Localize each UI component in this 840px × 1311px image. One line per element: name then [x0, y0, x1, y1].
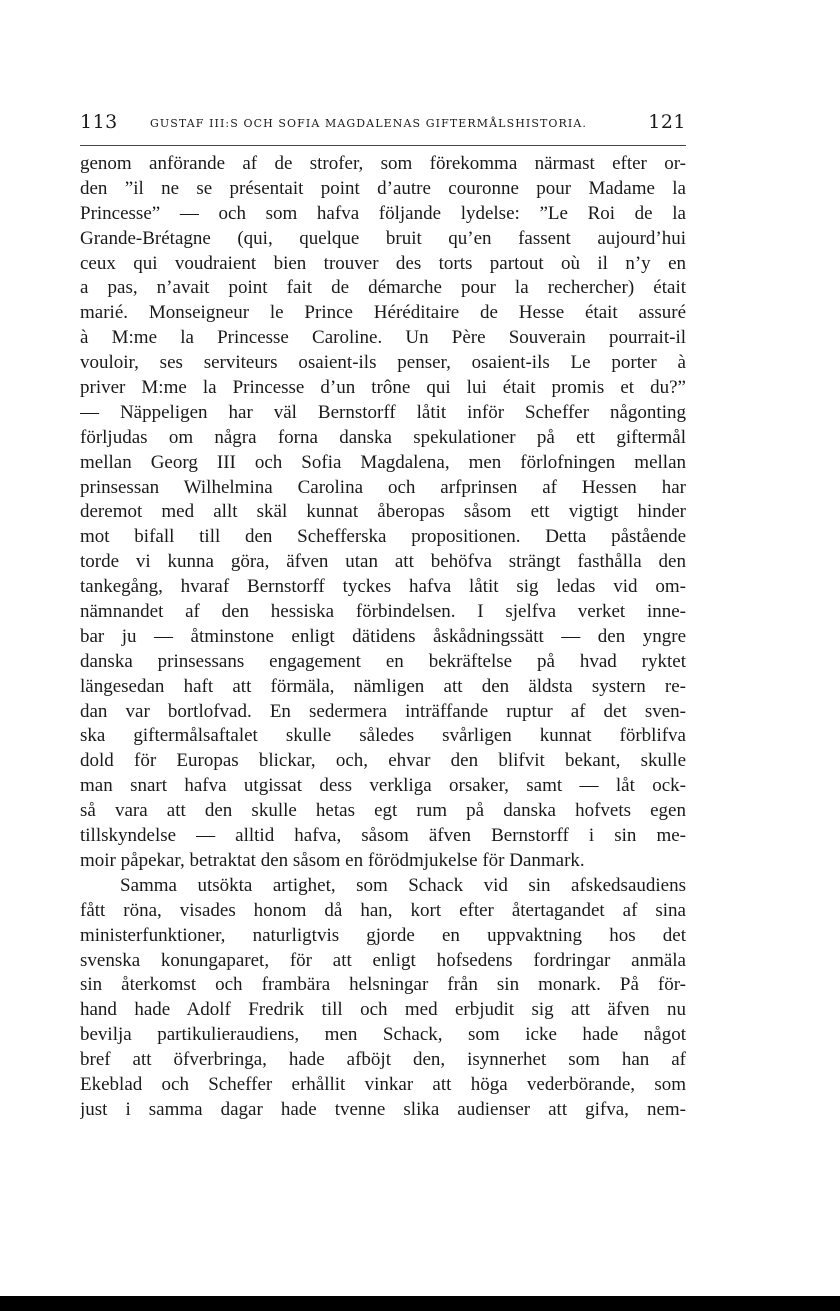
- body-text: [80, 152, 686, 1123]
- text-line: danska prinsessans engagement en bekräftelse på hvad ryktet: [80, 650, 686, 672]
- text-line: prinsessan Wilhelmina Carolina och arfprinsen af Hessen har: [80, 476, 686, 498]
- text-line: man snart hafva utgissat dess verkliga orsaker, samt — låt ock-: [80, 775, 686, 797]
- text-line: sin återkomst och frambära helsningar från sin monark. På för-: [80, 974, 686, 996]
- text-line: Grande-Brétagne (qui, quelque bruit qu’en fassent aujourd’hui: [80, 227, 686, 249]
- text-line: så vara att den skulle hetas egt rum på danska hofvets egen: [80, 800, 686, 822]
- text-line: just i samma dagar hade tvenne slika audienser att gifva, nem-: [80, 1098, 686, 1120]
- text-line: bref att öfverbringa, hade afböjt den, isynnerhet som han af: [80, 1049, 686, 1071]
- text-line: fått röna, visades honom då han, kort efter återtagandet af sina: [80, 899, 686, 921]
- text-line: Princesse” — och som hafva följande lydelse: ”Le Roi de la: [80, 202, 686, 224]
- text-line: mellan Georg III och Sofia Magdalena, men förlofningen mellan: [80, 451, 686, 473]
- text-line: dold för Europas blickar, och, ehvar den blifvit bekant, skulle: [80, 750, 686, 772]
- text-line: tillskyndelse — alltid hafva, såsom äfven Bernstorff i sin me-: [80, 825, 686, 847]
- running-title: GUSTAF III:S OCH SOFIA MAGDALENAS GIFTERMÅLSHISTORIA.: [150, 117, 588, 130]
- text-line: genom anförande af de strofer, som förekomma närmast efter or-: [80, 153, 686, 174]
- running-header: [80, 111, 686, 137]
- text-line: dan var bortlofvad. En sedermera inträffande ruptur af det sven-: [80, 700, 686, 722]
- text-line: ceux qui voudraient bien trouver des torts partout où il n’y en: [80, 252, 686, 274]
- text-line: bar ju — åtminstone enligt dätidens åskådningssätt — den yngre: [80, 625, 686, 647]
- text-line: — Näppeligen har väl Bernstorff låtit inför Scheffer någonting: [80, 401, 686, 423]
- text-line: priver M:me la Princesse d’un trône qui lui était promis et du?”: [80, 377, 686, 399]
- page-number-left: 113: [80, 111, 118, 133]
- text-line: svenska konungaparet, för att enligt hofsedens fordringar anmäla: [80, 949, 686, 971]
- text-line: längesedan haft att förmäla, nämligen att den äldsta systern re-: [80, 675, 686, 697]
- text-line: à M:me la Princesse Caroline. Un Père Souverain pourrait-il: [80, 327, 686, 349]
- text-line: bevilja partikulieraudiens, men Schack, som icke hade något: [80, 1024, 686, 1046]
- text-line: vouloir, ses serviteurs osaient-ils penser, osaient-ils Le porter à: [80, 352, 686, 374]
- text-line: hand hade Adolf Fredrik till och med erbjudit sig att äfven nu: [80, 999, 686, 1021]
- page-number-right: 121: [648, 111, 686, 133]
- header-rule: [80, 145, 686, 146]
- text-line: ska giftermålsaftalet skulle således svårligen kunnat förblifva: [80, 725, 686, 747]
- text-line: torde vi kunna göra, äfven utan att behöfva strängt fasthålla den: [80, 551, 686, 573]
- text-line: tankegång, hvaraf Bernstorff tyckes hafva låtit sig ledas vid om-: [80, 576, 686, 598]
- text-line: marié. Monseigneur le Prince Héréditaire de Hesse était assuré: [80, 302, 686, 324]
- paragraph-start-line: Samma utsökta artighet, som Schack vid sin afskedsaudiens: [120, 874, 686, 896]
- text-line: ministerfunktioner, naturligtvis gjorde en uppvaktning hos det: [80, 924, 686, 946]
- text-line: a pas, n’avait point fait de démarche pour la rechercher) était: [80, 277, 686, 299]
- scan-border: [0, 1296, 840, 1311]
- text-line: Ekeblad och Scheffer erhållit vinkar att höga vederbörande, som: [80, 1073, 686, 1095]
- text-line: deremot med allt skäl kunnat åberopas såsom ett vigtigt hinder: [80, 501, 686, 523]
- paragraph-end-line: moir påpekar, betraktat den såsom en förödmjukelse för Danmark.: [80, 849, 585, 871]
- text-line: nämnandet af den hessiska förbindelsen. I sjelfva verket inne-: [80, 601, 686, 623]
- text-line: mot bifall till den Schefferska propositionen. Detta påstående: [80, 526, 686, 548]
- text-line: förljudas om några forna danska spekulationer på ett giftermål: [80, 426, 686, 448]
- text-line: den ”il ne se présentait point d’autre couronne pour Madame la: [80, 177, 686, 199]
